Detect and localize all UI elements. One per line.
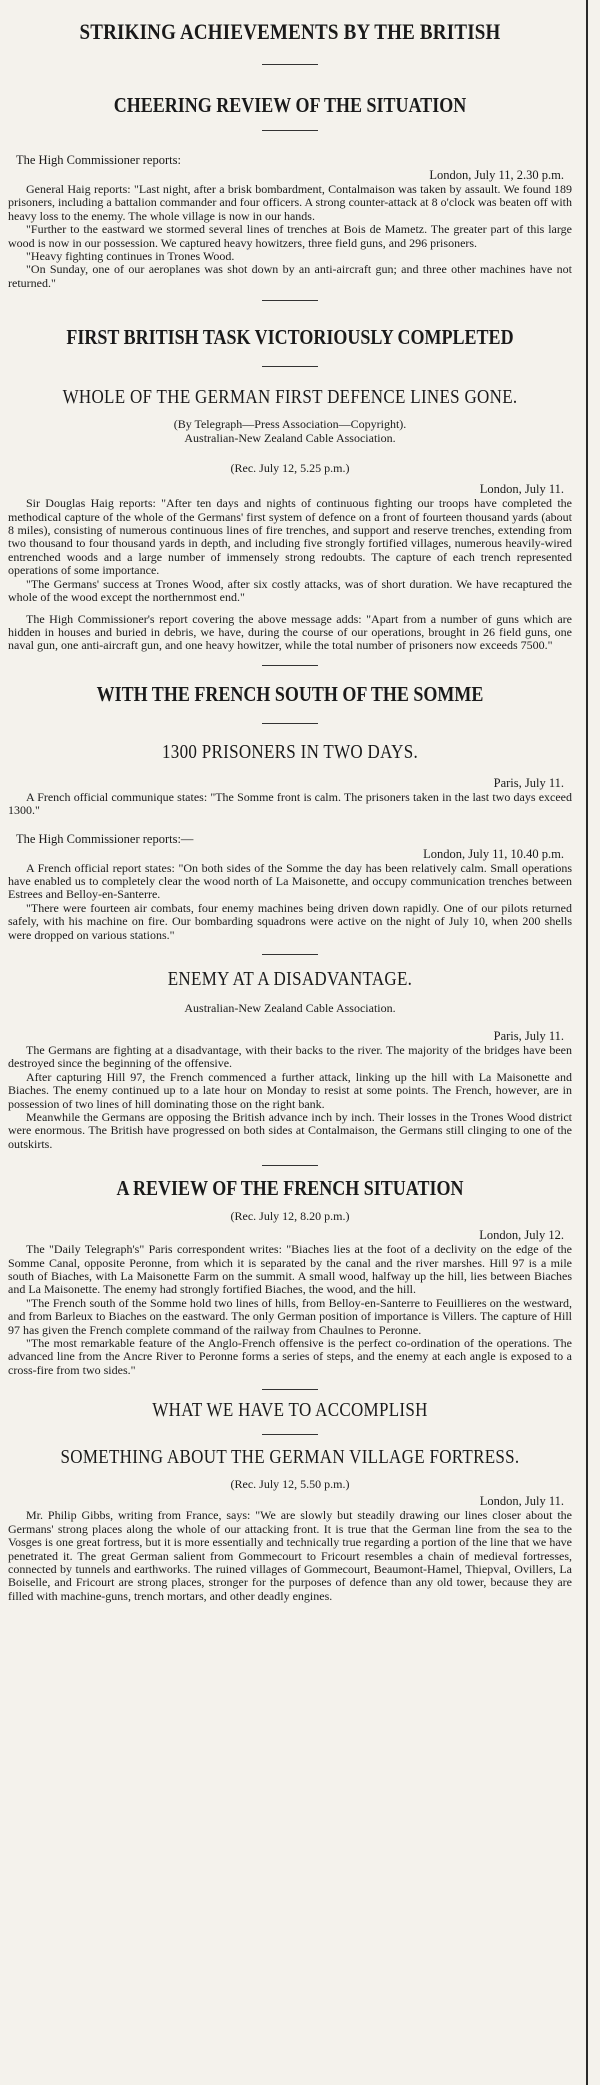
article-paragraph: A French official report states: "On both sides of the Somme the day has been relatively calm. Small operations have enabled us to completely clear the wood north of La Maisonette, and occupy communication trenches between Estrees and Belloy-en-Santerre. — [8, 860, 572, 902]
article-paragraph: Sir Douglas Haig reports: "After ten days and nights of continuous fighting our troops have completed the methodical capture of the whole of the Germans' first system of defence on a front of fourteen thousand yards (about 8 miles), consisting of numerous continuous lines of fire trenches, and support and reserve trenches, extending from two thousand to four thousand yards in depth, and including five strongly fortified villages, numerous heavily-wired entrenched woods and a large number of immensely strong redoubts. The capture of each trench represented operations of some importance. — [8, 496, 572, 578]
divider-rule — [262, 723, 318, 724]
article-paragraph: "Further to the eastward we stormed several lines of trenches at Bois de Mametz. The greater part of this large wood is now in our possession. We captured heavy howitzers, three field guns, and 296 prisoners. — [8, 222, 572, 250]
section-heading-accomplish: WHAT WE HAVE TO ACCOMPLISH — [152, 1398, 428, 1421]
dateline: Paris, July 11. — [493, 1028, 564, 1043]
page-headline: STRIKING ACHIEVEMENTS BY THE BRITISH — [79, 20, 501, 45]
article-paragraph: General Haig reports: "Last night, after a brisk bombardment, Contalmaison was taken by assault. We found 189 prisoners, including a battalion commander and four officers. A strong counter-attack at 8 o'clock was beaten off with heavy loss to the enemy. The whole village is now in our hands. — [8, 182, 572, 223]
byline: (By Telegraph—Press Association—Copyright). — [173, 417, 407, 432]
article-paragraph: "Heavy fighting continues in Trones Wood. — [26, 249, 235, 264]
section-heading-first-british-task: FIRST BRITISH TASK VICTORIOUSLY COMPLETED — [66, 325, 514, 349]
divider-rule — [262, 64, 318, 65]
section-subheading-village-fortress: SOMETHING ABOUT THE GERMAN VILLAGE FORTRESS. — [60, 1445, 520, 1468]
column-rule — [586, 0, 588, 2085]
section-subheading-defence-lines: WHOLE OF THE GERMAN FIRST DEFENCE LINES GONE. — [62, 385, 518, 408]
section-lead: The High Commissioner reports:— — [16, 831, 194, 846]
section-lead: The High Commissioner reports: — [16, 153, 181, 167]
received-time: (Rec. July 12, 5.25 p.m.) — [230, 461, 350, 476]
article-paragraph: The High Commissioner's report covering the above message adds: "Apart from a number of guns which are hidden in houses and buried in debris, we have, during the course of our operations, brought in 26 field guns, one naval gun, one anti-aircraft gun, and one heavy howitzer, while the total number of prisoners now exceeds 7500." — [8, 611, 572, 653]
article-paragraph: "The most remarkable feature of the Anglo-French offensive is the perfect co-ordination of the operations. The advanced line from the Ancre River to Peronne forms a series of steps, and the enemy at each angle is exposed to a cross-fire from two sides." — [8, 1336, 572, 1377]
section-heading-review: CHEERING REVIEW OF THE SITUATION — [113, 93, 467, 117]
article-paragraph: The "Daily Telegraph's" Paris correspondent writes: "Biaches lies at the foot of a declivity on the edge of the Somme Canal, opposite Peronne, from which it is separated by the canal and the river marshes. Hill 97 is a mile south of Biaches, with La Maisonette Farm on the summit. A small wood, halfway up the hill, lies between Biaches and La Maisonette. The enemy had strongly fortified Biaches, the wood, and the hill. — [8, 1242, 572, 1297]
article-paragraph: Mr. Philip Gibbs, writing from France, says: "We are slowly but steadily drawing our lines closer about the Germans' strong places along the whole of our attacking front. It is true that the German line from the sea to the Vosges is one great fortress, but it is more essentially and technically true regarding a portion of the line that we have penetrated it. The great German salient from Gommecourt to Fricourt resembles a chain of medieval fortresses, connected by tunnels and earthworks. The ruined villages of Gommecourt, Beaumont-Hamel, Thiepval, Ovillers, La Boiselle, and Fricourt are strong places, stronger for the purposes of defence than any old tower, because they are filled with machine-guns, trench mortars, and other deadly engines. — [8, 1508, 572, 1603]
divider-rule — [262, 366, 318, 367]
divider-rule — [262, 954, 318, 955]
article-paragraph: A French official communique states: "The Somme front is calm. The prisoners taken in the last two days exceed 1300." — [8, 789, 572, 818]
article-paragraph: After capturing Hill 97, the French commenced a further attack, linking up the hill with La Maisonette and Biaches. The enemy continued up to a late hour on Monday to resist at some points. The French, however, are in possession of two lines of hill dominating those on the right bank. — [8, 1069, 572, 1111]
dateline: London, July 12. — [479, 1228, 564, 1243]
article-body — [8, 1044, 572, 1151]
divider-rule — [262, 665, 318, 666]
divider-rule — [262, 130, 318, 131]
dateline: London, July 11, 10.40 p.m. — [423, 846, 564, 861]
received-time: (Rec. July 12, 8.20 p.m.) — [230, 1209, 350, 1224]
section-heading-french-review: A REVIEW OF THE FRENCH SITUATION — [116, 1176, 464, 1200]
dateline: London, July 11, 2.30 p.m. — [429, 168, 564, 182]
byline: Australian-New Zealand Cable Association. — [184, 1000, 396, 1015]
dateline: London, July 11. — [479, 1494, 564, 1509]
byline: Australian-New Zealand Cable Association. — [184, 431, 396, 446]
article-body — [8, 862, 572, 942]
divider-rule — [262, 1165, 318, 1166]
section-heading-enemy-disadvantage: ENEMY AT A DISADVANTAGE. — [167, 967, 413, 990]
divider-rule — [262, 1434, 318, 1435]
article-body — [8, 497, 572, 652]
article-body — [8, 1509, 572, 1603]
dateline: Paris, July 11. — [493, 775, 564, 790]
article-paragraph: "The Germans' success at Trones Wood, after six costly attacks, was of short duration. We have recaptured the whole of the wood except the northernmost end." — [8, 576, 572, 605]
article-paragraph: "There were fourteen air combats, four enemy machines being driven down rapidly. One of our pilots returned safely, with his machine on fire. Our bombarding squadrons were active on the night of July 10, when 200 shells were dropped on various stations." — [8, 900, 572, 942]
article-paragraph: The Germans are fighting at a disadvantage, with their backs to the river. The majority of the bridges have been destroyed since the beginning of the offensive. — [8, 1042, 572, 1071]
section-subheading-prisoners: 1300 PRISONERS IN TWO DAYS. — [161, 740, 419, 763]
dateline: London, July 11. — [479, 482, 564, 497]
article-paragraph: Meanwhile the Germans are opposing the British advance inch by inch. Their losses in the Trones Wood district were enormous. The British have progressed on both sides at Contalmaison, the Germans still clinging to one of the outskirts. — [8, 1110, 572, 1151]
article-paragraph: "The French south of the Somme hold two lines of hills, from Belloy-en-Santerre to Feuillieres on the westward, and from Barleux to Biaches on the eastward. The only German position of importance is Villers. The capture of Hill 97 has given the French complete command of the railway from Chaulnes to Peronne. — [8, 1295, 572, 1337]
article-paragraph: "On Sunday, one of our aeroplanes was shot down by an anti-aircraft gun; and three other machines have not returned." — [8, 262, 572, 290]
divider-rule — [262, 1389, 318, 1390]
article-body — [8, 183, 572, 290]
section-heading-french-south: WITH THE FRENCH SOUTH OF THE SOMME — [96, 682, 484, 706]
divider-rule — [262, 300, 318, 301]
article-body — [8, 1243, 572, 1377]
received-time: (Rec. July 12, 5.50 p.m.) — [230, 1477, 350, 1492]
